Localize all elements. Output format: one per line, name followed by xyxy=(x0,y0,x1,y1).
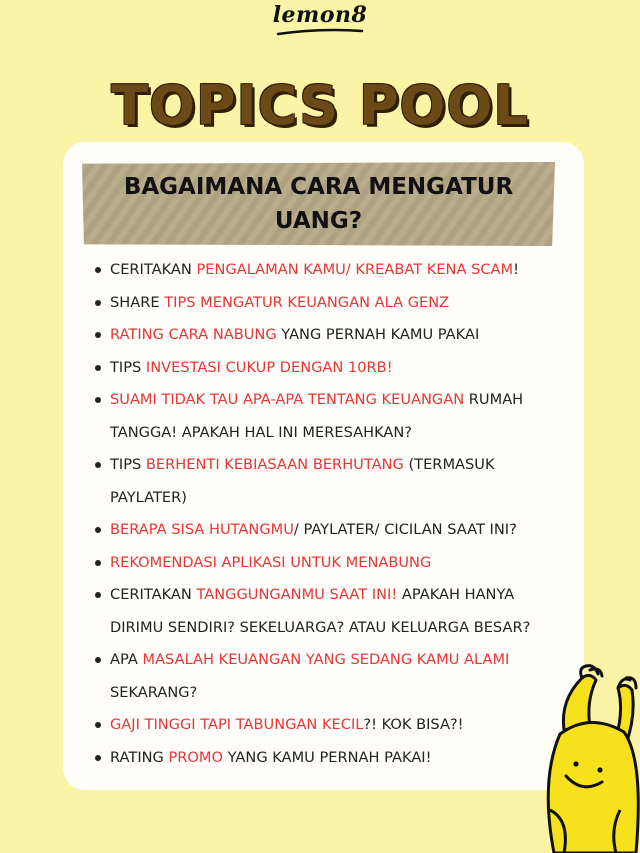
topic-item xyxy=(94,579,572,644)
topic-item xyxy=(94,709,572,742)
page-title: TOPICS POOL xyxy=(111,74,529,137)
topic-text: SEKARANG? xyxy=(110,683,198,701)
topic-highlight: PENGALAMAN KAMU/ KREABAT KENA SCAM xyxy=(196,261,514,278)
topic-highlight: MASALAH KEUANGAN YANG SEDANG KAMU ALAMI xyxy=(142,651,510,668)
topic-text: CERITAKAN xyxy=(110,261,197,278)
topic-item xyxy=(94,254,572,287)
topic-highlight: GAJI TINGGI TAPI TABUNGAN KECIL xyxy=(110,716,364,733)
topic-text: RATING xyxy=(110,748,169,766)
topic-text: TIPS xyxy=(110,456,146,473)
lemon8-logo xyxy=(0,2,640,36)
topic-item xyxy=(94,384,572,449)
topic-item xyxy=(94,742,572,775)
swoosh-icon xyxy=(274,28,366,36)
topic-highlight: PROMO xyxy=(168,748,223,766)
topic-highlight: BERAPA SISA HUTANGMU xyxy=(110,521,294,538)
topic-text: ?! KOK BISA?! xyxy=(363,716,464,733)
topic-item xyxy=(94,547,572,580)
topic-item xyxy=(94,287,572,320)
card-heading-line2: UANG? xyxy=(274,208,363,234)
topic-item xyxy=(94,514,572,547)
logo-text: lemon8 xyxy=(272,2,368,28)
topic-text: SHARE xyxy=(110,293,165,311)
topic-text: CERITAKAN xyxy=(110,586,197,603)
topic-text: YANG PERNAH KAMU PAKAI xyxy=(276,326,480,343)
topic-highlight: TIPS MENGATUR KEUANGAN ALA GENZ xyxy=(164,293,450,311)
topic-text: / PAYLATER/ CICILAN SAAT INI? xyxy=(293,521,517,538)
topic-text: ! xyxy=(513,261,519,278)
topic-highlight: BERHENTI KEBIASAAN BERHUTANG xyxy=(145,456,404,473)
topic-highlight: REKOMENDASI APLIKASI UNTUK MENABUNG xyxy=(110,553,432,571)
topic-item xyxy=(94,352,572,385)
lemon-mascot-icon xyxy=(520,660,640,853)
card-heading xyxy=(82,170,555,238)
topic-highlight: INVESTASI CUKUP DENGAN 10RB! xyxy=(145,358,393,376)
topic-item xyxy=(94,449,572,514)
topic-highlight: RATING CARA NABUNG xyxy=(110,326,277,343)
topic-text: APA xyxy=(110,651,143,668)
topic-text: APAKAH HANYA DIRIMU SENDIRI? SEKELUARGA? ATAU KELUARGA BESAR? xyxy=(110,586,531,636)
topic-highlight: TANGGUNGANMU SAAT INI! xyxy=(196,586,398,603)
topic-text: RUMAH TANGGA! APAKAH HAL INI MERESAHKAN? xyxy=(110,391,524,441)
card-heading-line1: BAGAIMANA CARA MENGATUR xyxy=(123,174,514,200)
topic-item xyxy=(94,644,572,709)
topics-list xyxy=(94,254,572,774)
topic-text: YANG KAMU PERNAH PAKAI! xyxy=(223,748,432,766)
topic-text: TIPS xyxy=(110,358,146,376)
topic-highlight: SUAMI TIDAK TAU APA-APA TENTANG KEUANGAN xyxy=(110,391,465,408)
topic-item xyxy=(94,319,572,352)
topic-text: (TERMASUK PAYLATER) xyxy=(110,456,495,506)
